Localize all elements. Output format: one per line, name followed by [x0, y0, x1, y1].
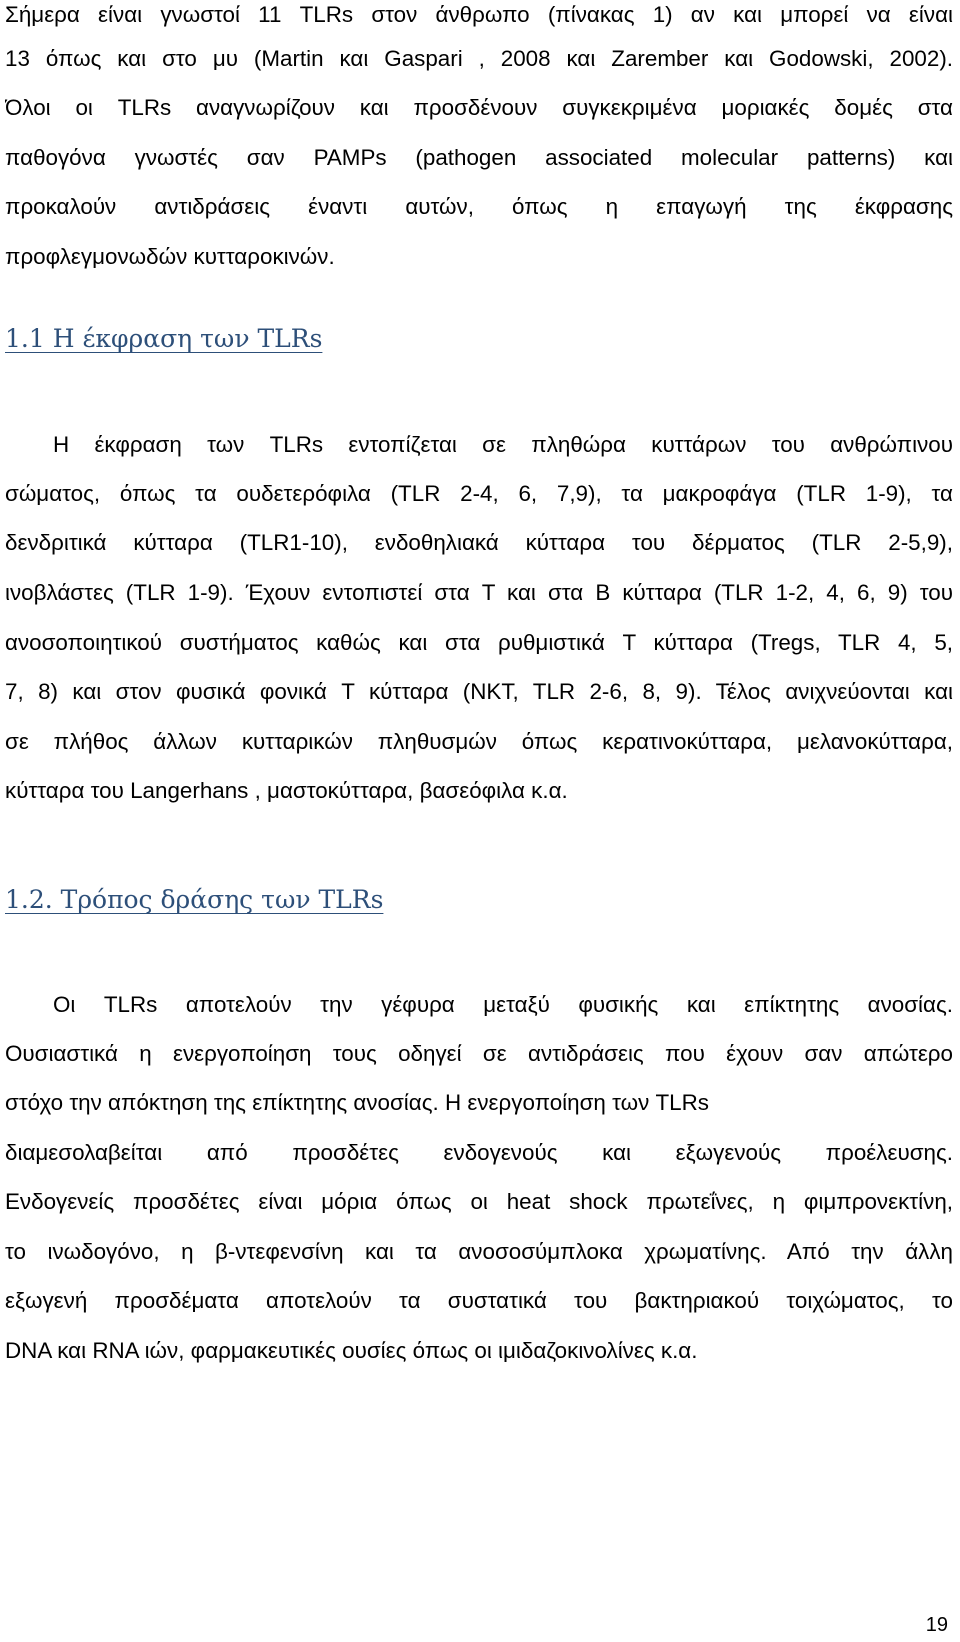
- section-heading: 1.2. Τρόπος δράσης των TLRs: [5, 885, 384, 914]
- paragraph-line: Η έκφραση των TLRs εντοπίζεται σε πληθώρα κυττάρων του ανθρώπινου: [53, 432, 953, 457]
- paragraph-line: Ουσιαστικά η ενεργοποίηση τους οδηγεί σε αντιδράσεις που έχουν σαν απώτερο: [5, 1041, 953, 1066]
- paragraph-line: προφλεγμονωδών κυτταροκινών.: [5, 244, 335, 269]
- paragraph-line: DNA και RNA ιών, φαρμακευτικές ουσίες όπως οι ιμιδαζοκινολίνες κ.α.: [5, 1338, 698, 1363]
- page-number: 19: [925, 1614, 948, 1636]
- paragraph-line: το ινωδογόνο, η β-ντεφενσίνη και τα ανοσοσύμπλοκα χρωματίνης. Από την άλλη: [5, 1239, 953, 1264]
- paragraph-line: εξωγενή προσδέματα αποτελούν τα συστατικά του βακτηριακού τοιχώματος, το: [5, 1288, 953, 1313]
- paragraph-line: 7, 8) και στον φυσικά φονικά T κύτταρα (NKT, TLR 2-6, 8, 9). Τέλος ανιχνεύονται και: [5, 679, 953, 704]
- paragraph-line: Όλοι οι TLRs αναγνωρίζουν και προσδένουν συγκεκριμένα μοριακές δομές στα: [5, 95, 953, 120]
- paragraph-line: προκαλούν αντιδράσεις έναντι αυτών, όπως η επαγωγή της έκφρασης: [5, 194, 953, 219]
- paragraph-line: Σήμερα είναι γνωστοί 11 TLRs στον άνθρωπο (πίνακας 1) αν και μπορεί να είναι: [5, 2, 953, 27]
- section-heading: 1.1 Η έκφραση των TLRs: [5, 324, 323, 353]
- paragraph-line: σε πλήθος άλλων κυτταρικών πληθυσμών όπως κερατινοκύτταρα, μελανοκύτταρα,: [5, 729, 953, 754]
- paragraph-line: στόχο την απόκτηση της επίκτητης ανοσίας. Η ενεργοποίηση των TLRs: [5, 1090, 710, 1115]
- paragraph-line: παθογόνα γνωστές σαν PAMPs (pathogen associated molecular patterns) και: [5, 145, 953, 170]
- paragraph-line: 13 όπως και στο μυ (Martin και Gaspari , 2008 και Zarember και Godowski, 2002).: [5, 46, 953, 71]
- paragraph-line: κύτταρα του Langerhans , μαστοκύτταρα, βασεόφιλα κ.α.: [5, 778, 568, 803]
- paragraph-line: ανοσοποιητικού συστήματος καθώς και στα ρυθμιστικά T κύτταρα (Tregs, TLR 4, 5,: [5, 630, 953, 655]
- paragraph-line: σώματος, όπως τα ουδετερόφιλα (TLR 2-4, 6, 7,9), τα μακροφάγα (TLR 1-9), τα: [5, 481, 953, 506]
- paragraph-line: διαμεσολαβείται από προσδέτες ενδογενούς και εξωγενούς προέλευσης.: [5, 1140, 953, 1165]
- paragraph-line: Οι TLRs αποτελούν την γέφυρα μεταξύ φυσικής και επίκτητης ανοσίας.: [53, 992, 953, 1017]
- paragraph-line: ινοβλάστες (TLR 1-9). Έχουν εντοπιστεί στα T και στα B κύτταρα (TLR 1-2, 4, 6, 9) του: [5, 580, 953, 605]
- paragraph-line: δενδριτικά κύτταρα (TLR1-10), ενδοθηλιακά κύτταρα του δέρματος (TLR 2-5,9),: [5, 530, 953, 555]
- paragraph-line: Ενδογενείς προσδέτες είναι μόρια όπως οι heat shock πρωτεΐνες, η φιμπρονεκτίνη,: [5, 1189, 953, 1214]
